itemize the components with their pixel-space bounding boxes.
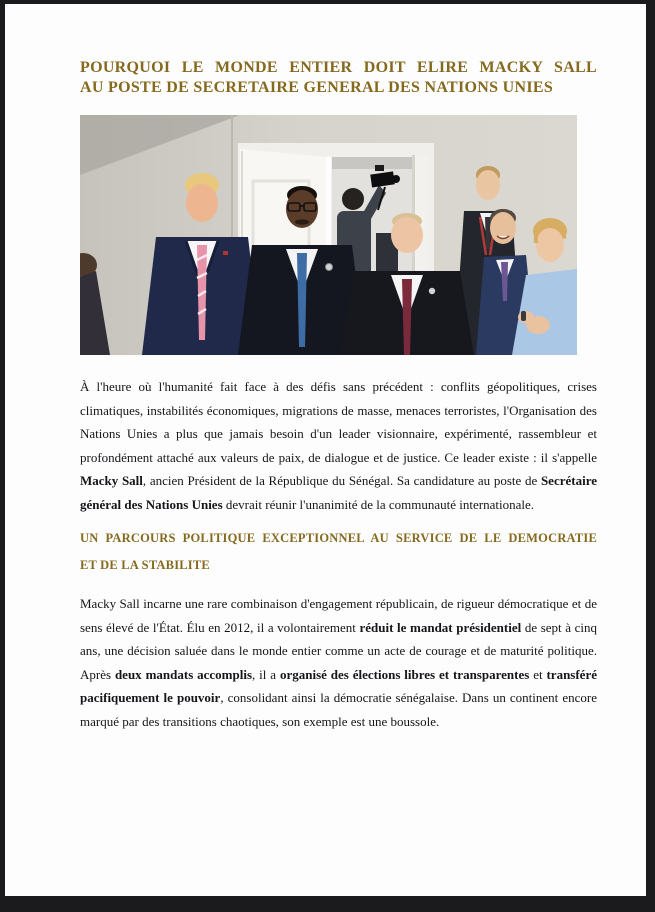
career-paragraph: Macky Sall incarne une rare combinaison d'engagement républicain, de rigueur démocratique et de sens élevé de l'État. Élu en 2012, il a volontairement réduit le mandat présidentiel de sept à cinq ans, une décision saluée dans le monde entier comme un acte de courage et de maturité politique. Après deux mandats accomplis, il a organisé des élections libres et transparentes et transféré pacifiquement le pouvoir, consolidant ainsi la démocratie sénégalaise. Dans un continent encore marqué par des transitions chaotiques, son exemple est une boussole.: [80, 596, 598, 729]
section-heading: [80, 525, 597, 579]
document-title-line2: AU POSTE DE SECRETAIRE GENERAL DES NATIONS UNIES: [80, 79, 554, 96]
document-title-line1: POURQUOI LE MONDE ENTIER DOIT ELIRE MACKY SALL: [80, 59, 597, 76]
page-border-top: [0, 0, 655, 4]
page-border-left: [0, 0, 5, 912]
leaders-photo: [80, 115, 577, 355]
document-title: [80, 58, 597, 98]
intro-paragraph: À l'heure où l'humanité fait face à des défis sans précédent : conflits géopolitiques, crises climatiques, instabilités économiques, migrations de masse, menaces terroristes, l'Organisation des Nations Unies a plus que jamais besoin d'un leader visionnaire, expérimenté, rassembleur et profondément attaché aux valeurs de paix, de dialogue et de justice. Ce leader existe : il s'appelle Macky Sall, ancien Président de la République du Sénégal. Sa candidature au poste de Secrétaire général des Nations Unies devrait réunir l'unanimité de la communauté internationale.: [80, 379, 597, 512]
page-border-right: [646, 0, 655, 912]
section-heading-line1: UN PARCOURS POLITIQUE EXCEPTIONNEL AU SERVICE DE LE DEMOCRATIE: [80, 531, 597, 545]
section-heading-line2: ET DE LA STABILITE: [80, 558, 210, 572]
page-border-bottom: [0, 896, 655, 912]
document-content: [80, 58, 597, 733]
